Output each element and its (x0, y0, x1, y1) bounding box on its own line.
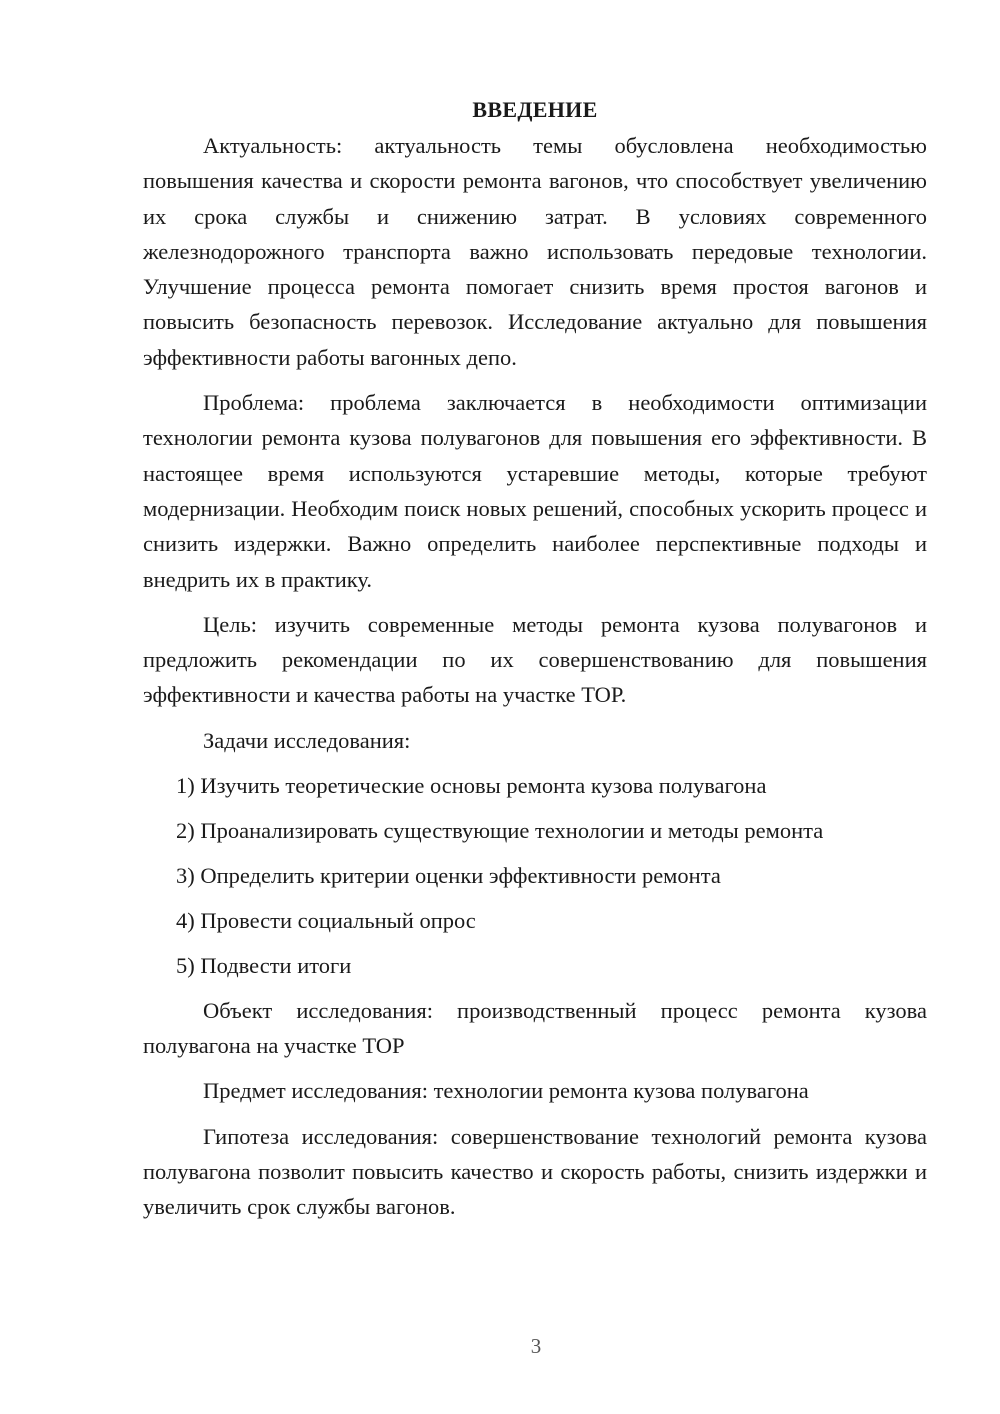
page-number: 3 (530, 1334, 542, 1358)
section-title: ВВЕДЕНИЕ (472, 97, 598, 122)
hypothesis-paragraph: Гипотеза исследования: совершенствование технологий ремонта кузова полувагона позволит повысить качество и скорость работы, снизить издержки и увеличить срок службы вагонов. (143, 1123, 927, 1220)
subject-paragraph: Предмет исследования: технологии ремонта кузова полувагона (203, 1078, 809, 1104)
object-paragraph: Объект исследования: производственный процесс ремонта кузова полувагона на участке ТОР (143, 997, 927, 1059)
relevance-paragraph: Актуальность: актуальность темы обусловлена необходимостью повышения качества и скорости ремонта вагонов, что способствует увеличению их срока службы и снижению затрат. В условиях современного железнодорожного транспорта важно использовать передовые технологии. Улучшение процесса ремонта помогает снизить время простоя вагонов и повысить безопасность перевозок. Исследование актуально для повышения эффективности работы вагонных депо. (143, 133, 927, 370)
task-item: 2) Проанализировать существующие технологии и методы ремонта (176, 817, 824, 843)
task-item: 4) Провести социальный опрос (176, 907, 476, 933)
goal-paragraph: Цель: изучить современные методы ремонта кузова полувагонов и предложить рекомендации по их совершенствованию для повышения эффективности и качества работы на участке ТОР. (143, 611, 927, 708)
document-page (143, 94, 927, 1235)
task-item: 5) Подвести итоги (176, 952, 352, 978)
task-item: 1) Изучить теоретические основы ремонта кузова полувагона (176, 772, 767, 798)
problem-paragraph: Проблема: проблема заключается в необходимости оптимизации технологии ремонта кузова полувагонов для повышения его эффективности. В настоящее время используются устаревшие методы, которые требуют модернизации. Необходим поиск новых решений, способных ускорить процесс и снизить издержки. Важно определить наиболее перспективные подходы и внедрить их в практику. (143, 390, 927, 592)
task-item: 3) Определить критерии оценки эффективности ремонта (176, 862, 721, 888)
tasks-heading: Задачи исследования: (203, 727, 411, 753)
